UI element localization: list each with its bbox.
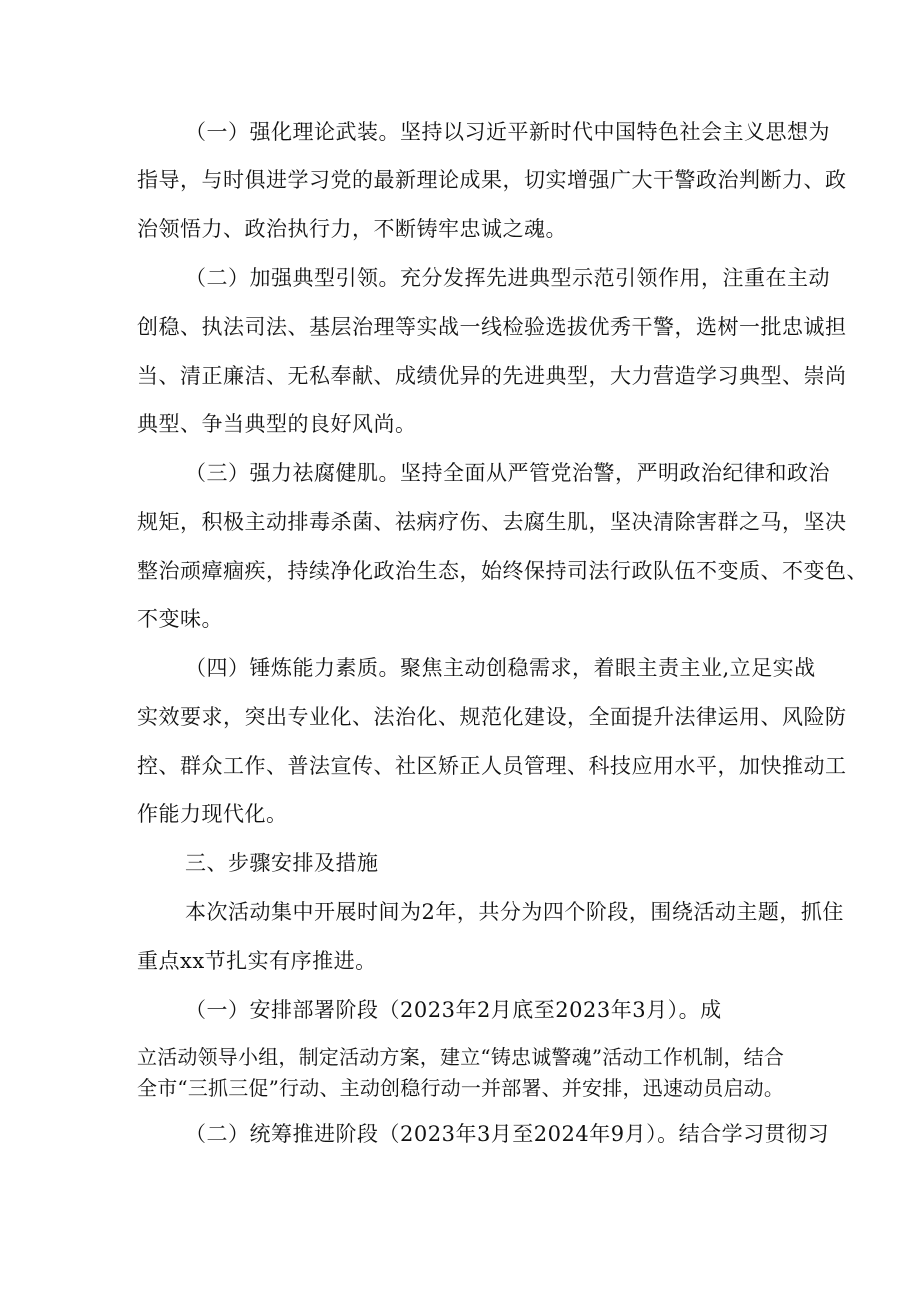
text-line: 本次活动集中开展时间为2年，共分为四个阶段，围绕活动主题，抓住 bbox=[185, 900, 844, 924]
text-line: （四）锤炼能力素质。聚焦主动创稳需求，着眼主责主业,立足实战 bbox=[185, 656, 816, 680]
text-line: （二）统筹推进阶段（2023年3月至2024年9月）。结合学习贯彻习 bbox=[185, 1122, 830, 1146]
text-line: 规矩，积极主动排毒杀菌、祛病疗伤、去腐生肌，坚决清除害群之马，坚决 bbox=[137, 510, 847, 534]
text-line: （三）强力祛腐健肌。坚持全面从严管党治警，严明政治纪律和政治 bbox=[185, 461, 830, 485]
text-line: 作能力现代化。 bbox=[137, 802, 288, 826]
text-line: 控、群众工作、普法宣传、社区矫正人员管理、科技应用水平，加快推动工 bbox=[137, 754, 847, 778]
text-line: 创稳、执法司法、基层治理等实战一线检验选拔优秀干警，选树一批忠诚担 bbox=[137, 315, 847, 339]
section-heading: 三、步骤安排及措施 bbox=[185, 851, 379, 875]
text-line: 治领悟力、政治执行力，不断铸牢忠诚之魂。 bbox=[137, 217, 567, 241]
text-line: 整治顽瘴痼疾，持续净化政治生态，始终保持司法行政队伍不变质、不变色、 bbox=[137, 559, 868, 583]
text-line: 实效要求，突出专业化、法治化、规范化建设，全面提升法律运用、风险防 bbox=[137, 705, 847, 729]
text-line: 立活动领导小组，制定活动方案，建立“铸忠诚警魂”活动工作机制，结合 bbox=[137, 1045, 785, 1069]
text-line: （一）强化理论武装。坚持以习近平新时代中国特色社会主义思想为 bbox=[185, 120, 830, 144]
text-line: （二）加强典型引领。充分发挥先进典型示范引领作用，注重在主动 bbox=[185, 266, 830, 290]
text-line: （一）安排部署阶段（2023年2月底至2023年3月）。成 bbox=[185, 998, 722, 1022]
text-line: 当、清正廉洁、无私奉献、成绩优异的先进典型，大力营造学习典型、崇尚 bbox=[137, 364, 847, 388]
text-line: 重点xx节扎实有序推进。 bbox=[137, 949, 377, 973]
text-line: 典型、争当典型的良好风尚。 bbox=[137, 412, 417, 436]
text-line: 指导，与时俱进学习党的最新理论成果，切实增强广大干警政治判断力、政 bbox=[137, 168, 847, 192]
text-line: 不变味。 bbox=[137, 607, 223, 631]
text-line: 全市“三抓三促”行动、主动创稳行动一并部署、并安排，迅速动员启动。 bbox=[137, 1076, 785, 1100]
